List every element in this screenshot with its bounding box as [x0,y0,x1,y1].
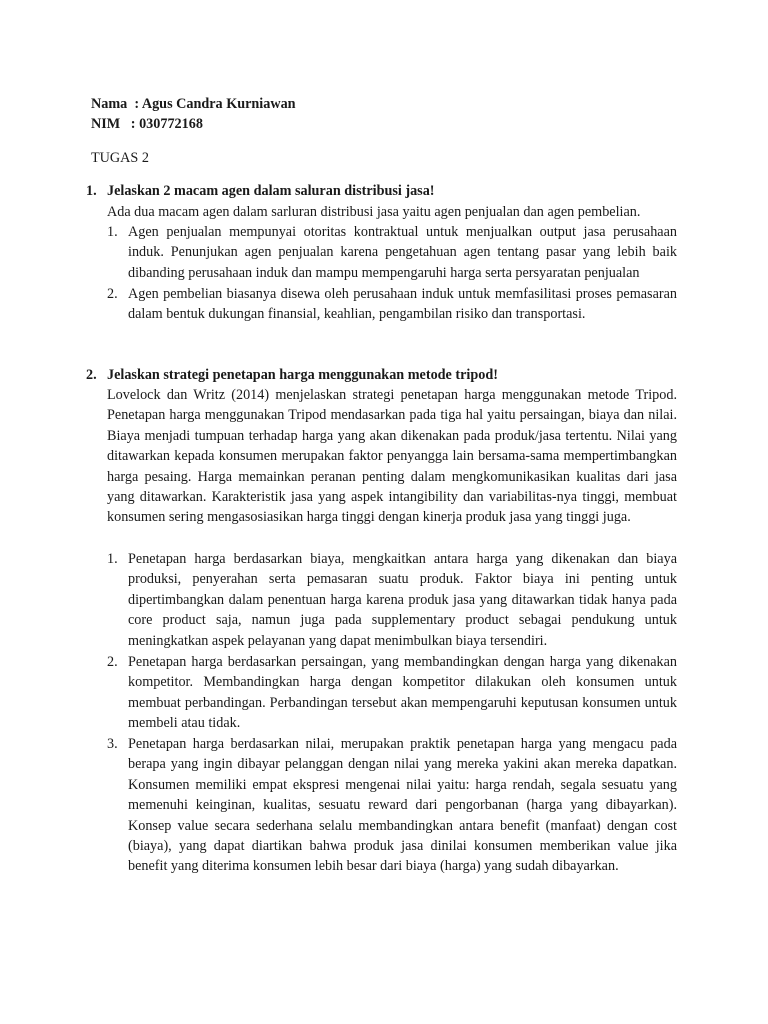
question-title: Jelaskan 2 macam agen dalam saluran distribusi jasa! [107,183,435,199]
question-number: 2. [86,367,97,383]
list-item-text: Penetapan harga berdasarkan biaya, mengkaitkan antara harga yang dikenakan dan biaya produksi, penyerahan serta pemasaran suatu produk. Faktor biaya ini penting untuk dipertimbangkan dalam penentuan harga karena produk jasa yang ditawarkan tidak hanya pada core product saja, namun juga pada supplementary product sebagai pendukung untuk meningkatkan aspek pelayanan yang dapat menimbulkan biaya tersendiri. [128,551,677,649]
student-id-line: NIM : 030772168 [91,116,203,132]
list-item-number: 2. [107,286,118,302]
list-item-number: 1. [107,224,118,240]
list-item-text: Agen penjualan mempunyai otoritas kontraktual untuk menjualkan output jasa perusahaan induk. Penunjukan agen penjualan karena pengetahuan agen tentang pasar yang lebih baik dibanding perusahaan induk dan mampu mempengaruhi harga serta persyaratan penjualan [128,224,677,281]
list-item-number: 1. [107,551,118,567]
answer-intro: Lovelock dan Writz (2014) menjelaskan strategi penetapan harga menggunakan metode Tripod. Penetapan harga menggunakan Tripod mendasarkan pada tiga hal yaitu persaingan, biaya dan nilai. Biaya menjadi tumpuan terhadap harga yang akan dikenakan pada produk/jasa tertentu. Nilai yang ditawarkan kepada konsumen merupakan faktor penyangga lain bersama-sama mempertimbangkan harga pesaing. Harga memainkan peranan penting dalam mengkomunikasikan kualitas dari jasa yang ditawarkan. Karakteristik jasa yang aspek intangibility dan variabilitas-nya tinggi, membuat konsumen sering mengasosiasikan harga tinggi dengan kinerja produk jasa yang tinggi juga. [107,387,677,526]
answer-intro: Ada dua macam agen dalam sarluran distribusi jasa yaitu agen penjualan dan agen pembelian. [107,204,641,220]
list-item-number: 3. [107,736,118,752]
list-item-text: Penetapan harga berdasarkan nilai, merupakan praktik penetapan harga yang mengacu pada berapa yang ingin dibayar pelanggan dengan nilai yang mereka yakini akan mereka dapatkan. Konsumen memiliki empat ekspresi mengenai nilai yaitu: harga rendah, segala sesuatu yang memenuhi keinginan, kualitas, sesuatu reward dari pengorbanan (harga yang dibayarkan). Konsep value secara sederhana selalu membandingkan antara benefit (manfaat) dengan cost (biaya), yang dapat diartikan bahwa produk jasa dinilai konsumen memberikan value jika benefit yang diterima konsumen lebih besar dari biaya (harga) yang sudah dibayarkan. [128,736,677,875]
list-item-text: Agen pembelian biasanya disewa oleh perusahaan induk untuk memfasilitasi proses pemasaran dalam bentuk dukungan finansial, keahlian, pengambilan risiko dan transportasi. [128,286,677,323]
question-title: Jelaskan strategi penetapan harga menggunakan metode tripod! [107,367,498,383]
question-number: 1. [86,183,97,199]
student-name-line: Nama : Agus Candra Kurniawan [91,96,296,112]
assignment-title: TUGAS 2 [91,150,149,166]
list-item-text: Penetapan harga berdasarkan persaingan, yang membandingkan dengan harga yang dikenakan kompetitor. Membandingkan harga dengan kompetitor dilakukan oleh konsumen untuk membuat perbandingan. Perbandingan tersebut akan mempengaruhi keputusan konsumen untuk membeli atau tidak. [128,654,677,732]
list-item-number: 2. [107,654,118,670]
